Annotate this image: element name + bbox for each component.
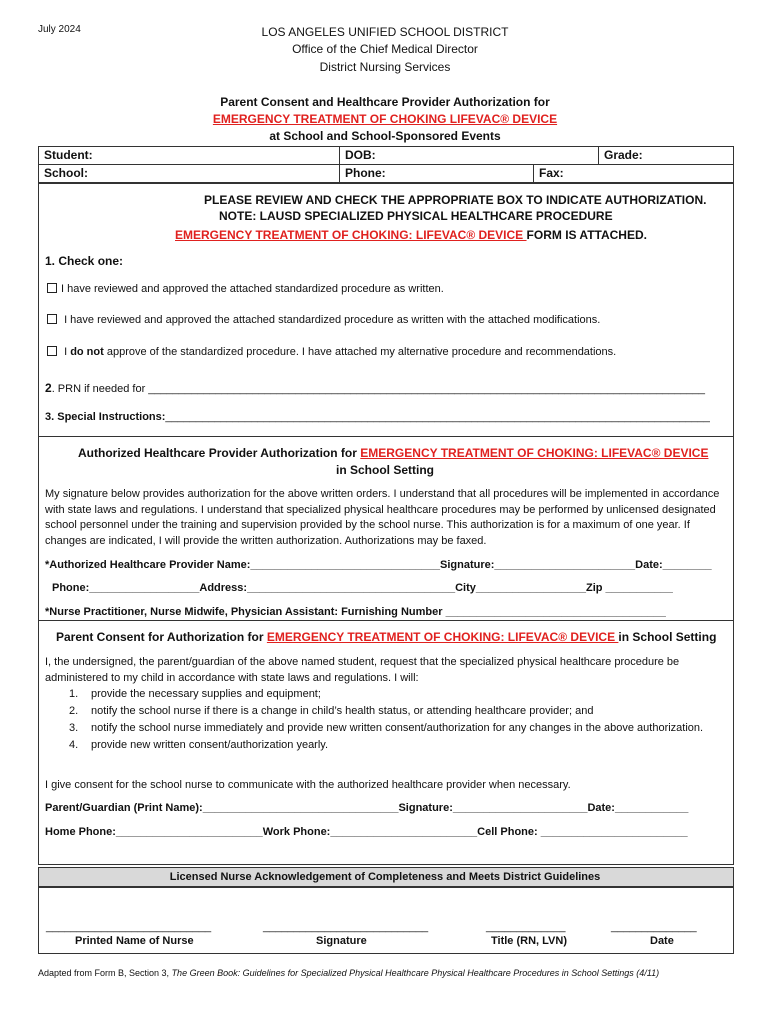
list-item-number: 1. — [69, 688, 79, 700]
review-attached-text: FORM IS ATTACHED. — [526, 228, 647, 242]
option-approved-label: I have reviewed and approved the attached standardized procedure as written. — [61, 283, 444, 295]
provider-heading — [78, 445, 708, 462]
special-instructions-line: _________________________________________________________________________________________ — [165, 411, 710, 423]
fax-field[interactable]: Fax: — [539, 166, 564, 180]
prn-field[interactable] — [45, 381, 705, 395]
communication-consent: I give consent for the school nurse to communicate with the authorized healthcare provider when necessary. — [45, 779, 571, 791]
prn-number: 2 — [45, 381, 52, 395]
list-item-number: 4. — [69, 739, 79, 751]
checkbox-not-approved[interactable] — [47, 346, 57, 356]
footer-citation-prefix: Adapted from Form B, Section 3, — [38, 968, 172, 978]
option-not-approved-label: approve of the standardized procedure. I have attached my alternative procedure and recommendations. — [103, 346, 617, 358]
parent-heading-text: Parent Consent for Authorization for — [56, 630, 267, 644]
review-note: NOTE: LAUSD SPECIALIZED PHYSICAL HEALTHCARE PROCEDURE — [219, 209, 613, 223]
form-title-line1: Parent Consent and Healthcare Provider Authorization for — [220, 95, 550, 109]
list-item-text: provide the necessary supplies and equipment; — [91, 688, 321, 700]
section-divider — [38, 436, 734, 437]
parent-heading-procedure: EMERGENCY TREATMENT OF CHOKING: LIFEVAC® DEVICE — [266, 630, 619, 644]
dob-field[interactable]: DOB: — [345, 148, 376, 162]
provider-heading-setting: in School Setting — [336, 463, 434, 477]
checkbox-modified[interactable] — [47, 314, 57, 324]
table-divider — [339, 146, 340, 183]
option-not-approved[interactable] — [47, 346, 616, 358]
list-item-number: 3. — [69, 722, 79, 734]
table-divider — [38, 164, 734, 165]
parent-heading-setting: in School Setting — [618, 630, 717, 644]
list-item — [45, 686, 705, 702]
prn-label: . PRN if needed for — [51, 383, 149, 395]
guardian-signature-line[interactable]: Parent/Guardian (Print Name):________________________________Signature:______________________Date:____________ — [45, 802, 689, 814]
form-title-line3: at School and School-Sponsored Events — [269, 129, 501, 143]
furnishing-number-line[interactable]: *Nurse Practitioner, Nurse Midwife, Physician Assistant: Furnishing Number ____________________________________ — [45, 606, 666, 618]
office-name: Office of the Chief Medical Director — [292, 42, 478, 56]
nurse-name-label: Printed Name of Nurse — [75, 935, 194, 947]
check-one-heading: 1. Check one: — [45, 254, 124, 268]
grade-field[interactable]: Grade: — [604, 148, 643, 162]
guardian-phones-line[interactable]: Home Phone:________________________Work Phone:________________________Cell Phone: ________________________ — [45, 826, 688, 838]
phone-field[interactable]: Phone: — [345, 166, 386, 180]
option-modified[interactable] — [47, 314, 600, 326]
option-not-approved-pre: I — [64, 346, 71, 358]
nurse-date-label: Date — [650, 935, 674, 947]
nurse-signature-label: Signature — [316, 935, 367, 947]
nurse-name-line[interactable]: ___________________________ — [46, 921, 212, 933]
checkbox-approved[interactable] — [47, 283, 57, 293]
provider-heading-text: Authorized Healthcare Provider Authorization for — [78, 446, 361, 460]
special-instructions-label: 3. Special Instructions: — [45, 411, 166, 423]
footer-citation-title: The Green Book: Guidelines for Specialized Physical Healthcare Physical Healthcare Procedures in School Settings (4/11) — [171, 968, 660, 978]
provider-heading-procedure: EMERGENCY TREATMENT OF CHOKING: LIFEVAC® DEVICE — [360, 446, 709, 460]
service-name: District Nursing Services — [319, 60, 451, 74]
nurse-heading: Licensed Nurse Acknowledgement of Completeness and Meets District Guidelines — [169, 871, 601, 883]
list-item-text: provide new written consent/authorization yearly. — [91, 739, 329, 751]
form-title-procedure: EMERGENCY TREATMENT OF CHOKING LIFEVAC® DEVICE — [212, 112, 558, 126]
footer-citation — [38, 968, 659, 978]
list-item — [45, 737, 705, 753]
prn-line: ___________________________________________________________________________________________ — [148, 383, 706, 395]
nurse-signature-line[interactable]: ___________________________ — [263, 921, 429, 933]
nurse-title-line[interactable]: _____________ — [486, 921, 566, 933]
list-item-number: 2. — [69, 705, 79, 717]
option-modified-label: I have reviewed and approved the attached standardized procedure as written with the attached modifications. — [64, 314, 601, 326]
student-field[interactable]: Student: — [44, 148, 93, 162]
list-item-text: notify the school nurse immediately and provide new written consent/authorization for any changes in the above authorization. — [91, 722, 704, 734]
option-not-approved-emphasis: do not — [70, 346, 104, 358]
list-item — [45, 703, 705, 719]
section-divider — [38, 620, 734, 621]
parent-obligations-list — [45, 686, 705, 753]
form-date: July 2024 — [38, 24, 81, 35]
provider-statement: My signature below provides authorization for the above written orders. I understand that all procedures will be implemented in accordance with state laws and regulations. I understand that specialized physical healthcare procedures may be performed by unlicensed designated school personnel under the training and supervision provided by the school nurse. This authorization is for a maximum of one year. If changes are indicated, I will provide the written authorization. Authorizations may be faxed. — [45, 488, 720, 547]
nurse-title-label: Title (RN, LVN) — [491, 935, 567, 947]
list-item — [45, 720, 705, 736]
nurse-date-line[interactable]: ______________ — [611, 921, 697, 933]
option-approved[interactable] — [47, 283, 444, 295]
form-title-line2 — [0, 111, 770, 128]
table-divider — [598, 146, 599, 164]
parent-intro: I, the undersigned, the parent/guardian of the above named student, request that the specialized physical healthcare procedure be administered to my child in accordance with state laws and regulations. I will: — [45, 656, 680, 684]
provider-contact-line[interactable]: Phone:__________________Address:__________________________________City__________________Zip ___________ — [52, 582, 673, 594]
parent-heading — [56, 629, 716, 646]
district-name: LOS ANGELES UNIFIED SCHOOL DISTRICT — [261, 25, 509, 39]
review-procedure-name: EMERGENCY TREATMENT OF CHOKING: LIFEVAC® DEVICE — [175, 228, 527, 242]
list-item-text: notify the school nurse if there is a change in child’s health status, or attending healthcare provider; and — [91, 705, 594, 717]
special-instructions-field[interactable] — [45, 411, 710, 423]
school-field[interactable]: School: — [44, 166, 88, 180]
provider-name-signature-line[interactable]: *Authorized Healthcare Provider Name:_______________________________Signature:_______________________Date:________ — [45, 559, 712, 571]
table-divider — [533, 164, 534, 183]
review-instruction: PLEASE REVIEW AND CHECK THE APPROPRIATE BOX TO INDICATE AUTHORIZATION. — [204, 193, 707, 207]
review-attachment — [175, 227, 647, 244]
